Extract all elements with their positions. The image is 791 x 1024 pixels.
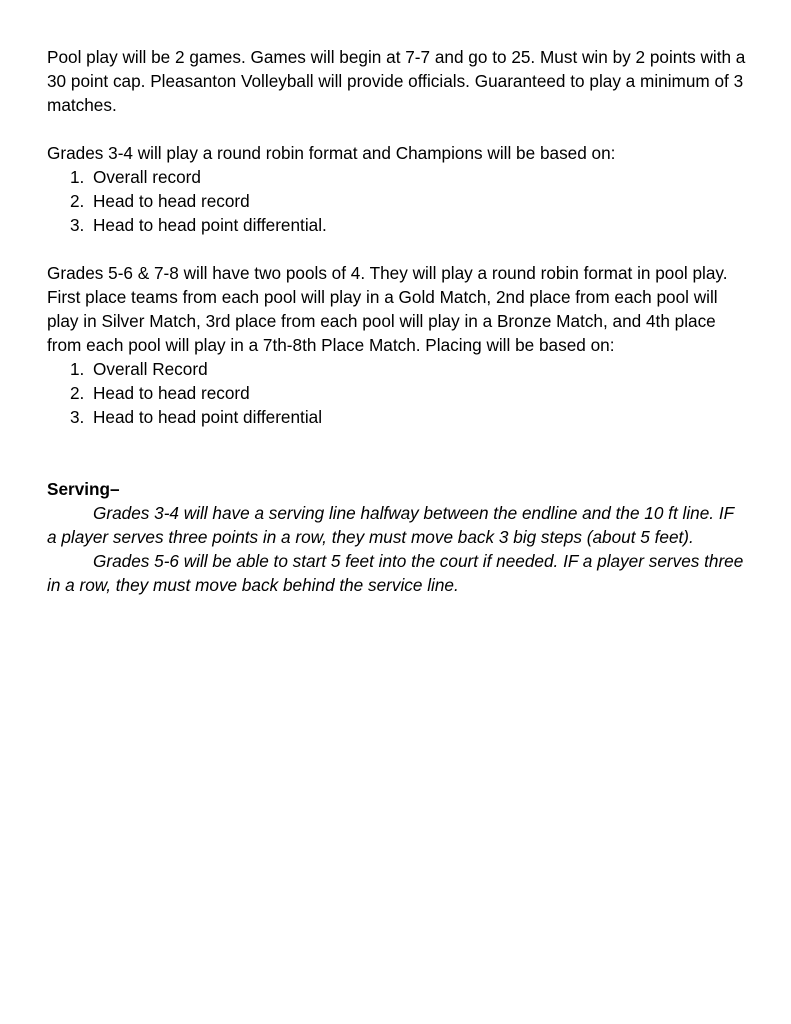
list-item-label: Head to head record bbox=[93, 191, 250, 211]
list-item bbox=[47, 189, 747, 213]
serving-grades-5-6-paragraph: Grades 5-6 will be able to start 5 feet into the court if needed. IF a player serves three in a row, they must move back behind the service line. bbox=[47, 551, 744, 595]
list-item bbox=[47, 213, 747, 237]
list-item-label: Overall record bbox=[93, 167, 201, 187]
list-item-label: Overall Record bbox=[93, 359, 208, 379]
list-item-label: Head to head record bbox=[93, 383, 250, 403]
grades-5-8-intro: Grades 5-6 & 7-8 will have two pools of 4. They will play a round robin format in pool play. First place teams from each pool will play in a Gold Match, 2nd place from each pool will play in Silver Match, 3rd place from each pool will play in a Bronze Match, and 4th place from each pool will play in a 7th-8th Place Match. Placing will be based on: bbox=[47, 263, 728, 355]
serving-grades-3-4-paragraph: Grades 3-4 will have a serving line halfway between the endline and the 10 ft line. IF a player serves three points in a row, they must move back 3 big steps (about 5 feet). bbox=[47, 503, 734, 547]
list-item-number: 1. bbox=[70, 359, 85, 379]
list-item bbox=[47, 405, 747, 429]
document-page bbox=[47, 45, 747, 597]
list-item-label: Head to head point differential bbox=[93, 407, 323, 427]
grades-3-4-criteria-list bbox=[47, 165, 747, 237]
list-item-number: 3. bbox=[70, 407, 85, 427]
serving-heading: Serving– bbox=[47, 479, 120, 499]
list-item bbox=[47, 165, 747, 189]
list-item bbox=[47, 381, 747, 405]
grades-5-8-criteria-list bbox=[47, 357, 747, 429]
list-item-number: 2. bbox=[70, 191, 85, 211]
grades-3-4-intro: Grades 3-4 will play a round robin format and Champions will be based on: bbox=[47, 143, 616, 163]
list-item bbox=[47, 357, 747, 381]
blank-line bbox=[47, 453, 747, 477]
pool-play-paragraph: Pool play will be 2 games. Games will begin at 7-7 and go to 25. Must win by 2 points with a 30 point cap. Pleasanton Volleyball will provide officials. Guaranteed to play a minimum of 3 matches. bbox=[47, 47, 746, 115]
list-item-number: 1. bbox=[70, 167, 85, 187]
list-item-number: 3. bbox=[70, 215, 85, 235]
blank-line bbox=[47, 429, 747, 453]
list-item-label: Head to head point differential. bbox=[93, 215, 327, 235]
list-item-number: 2. bbox=[70, 383, 85, 403]
